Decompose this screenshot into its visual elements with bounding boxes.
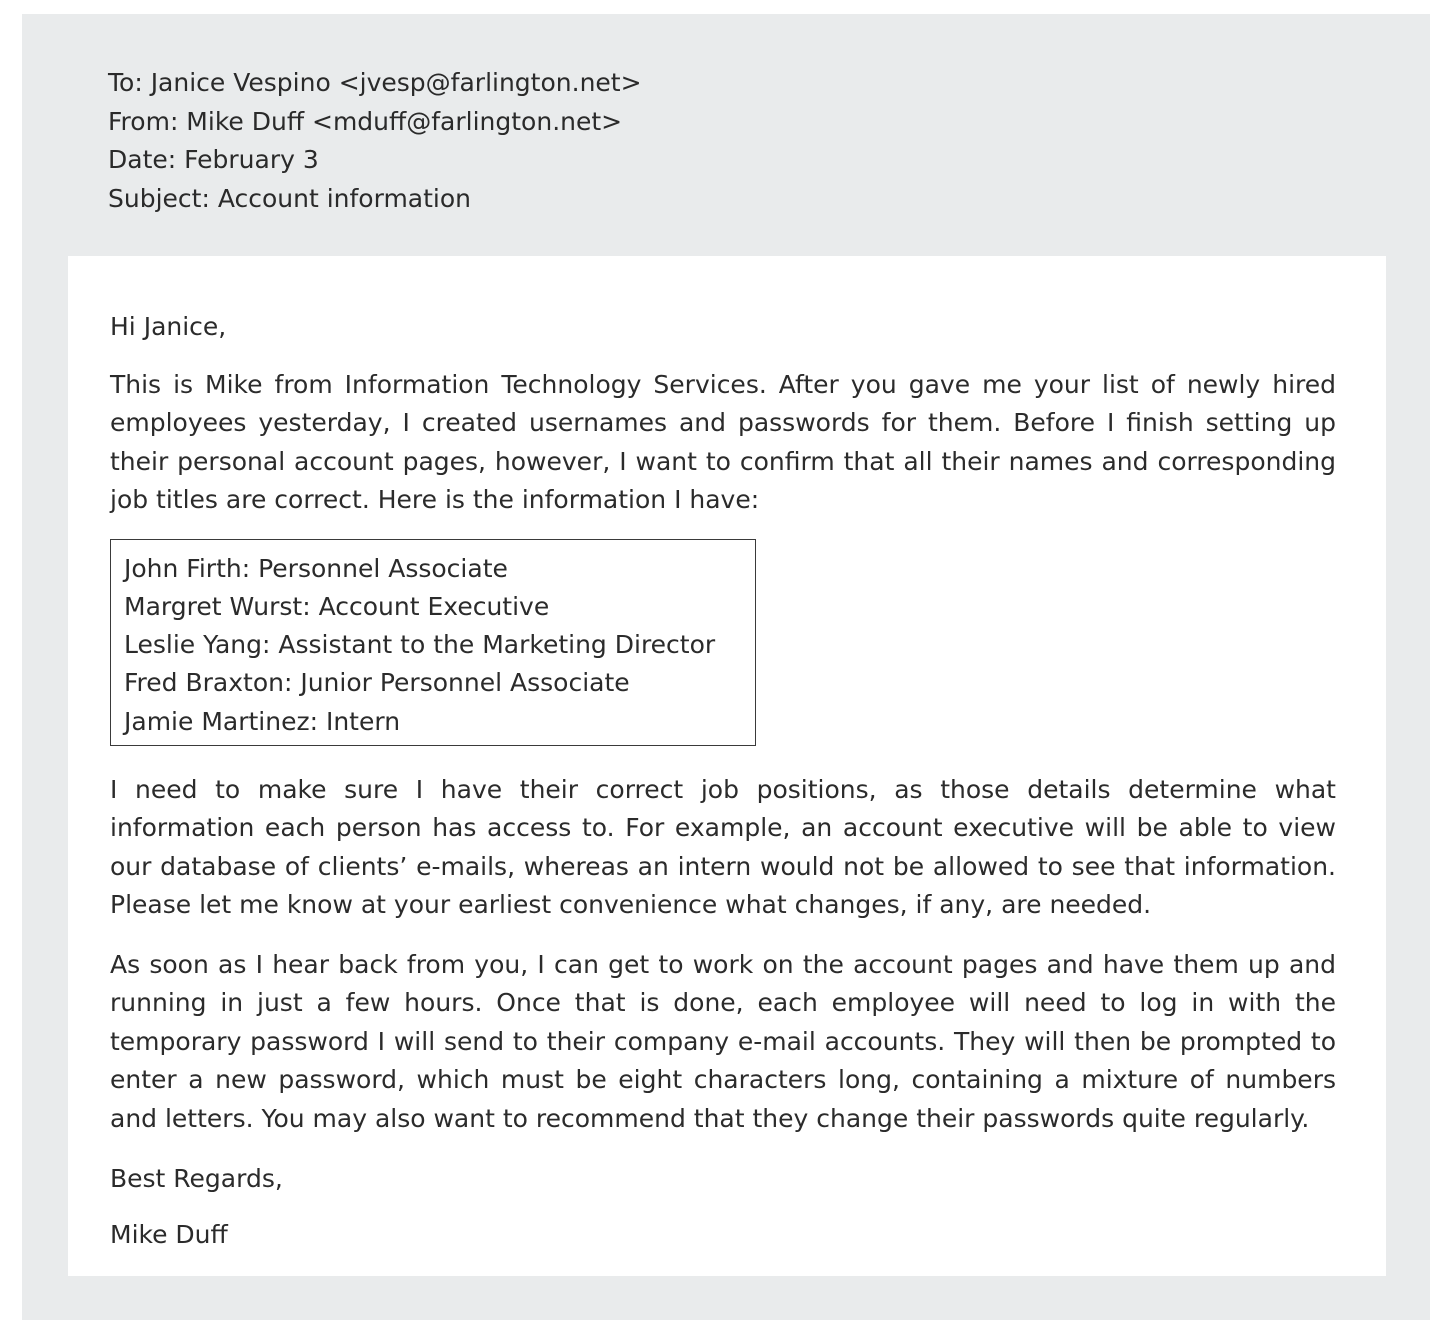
employee-entry: John Firth: Personnel Associate [124, 553, 508, 583]
employee-list-box [110, 539, 756, 746]
to-line: To: Janice Vespino <jvesp@farlington.net> [108, 68, 642, 97]
from-line: From: Mike Duff <mduff@farlington.net> [108, 106, 623, 136]
employee-entry: Margret Wurst: Account Executive [124, 591, 550, 621]
email-header [108, 64, 642, 218]
employee-entry: Leslie Yang: Assistant to the Marketing Director [124, 630, 716, 660]
employee-entry: Fred Braxton: Junior Personnel Associate [124, 668, 630, 698]
date-line: Date: February 3 [108, 145, 319, 174]
paragraph-access: I need to make sure I have their correct job positions, as those details determine what information each person has access to. For example, an account executive will be able to view our database of clients’ e-mails, whereas an intern would not be allowed to see that information. Please let me know at your earliest convenience what changes, if any, are needed. [110, 774, 1336, 920]
employee-entry: Jamie Martinez: Intern [124, 706, 401, 736]
subject-line: Subject: Account information [108, 183, 472, 213]
closing: Best Regards, [110, 1164, 283, 1194]
greeting: Hi Janice, [110, 312, 227, 341]
paragraph-next-steps: As soon as I hear back from you, I can get to work on the account pages and have them up and running in just a few hours. Once that is done, each employee will need to log in with the temporary password I will send to their company e-mail accounts. They will then be prompted to enter a new password, which must be eight characters long, containing a mixture of numbers and letters. You may also want to recommend that they change their passwords quite regularly. [110, 949, 1336, 1133]
paragraph-intro: This is Mike from Information Technology Services. After you gave me your list of newly hired employees yesterday, I created usernames and passwords for them. Before I finish setting up their personal account pages, however, I want to confirm that all their names and corresponding job titles are correct. Here is the information I have: [110, 369, 1336, 514]
signature: Mike Duff [110, 1219, 228, 1249]
email-body [110, 308, 1336, 1254]
email-body-card [68, 256, 1386, 1276]
